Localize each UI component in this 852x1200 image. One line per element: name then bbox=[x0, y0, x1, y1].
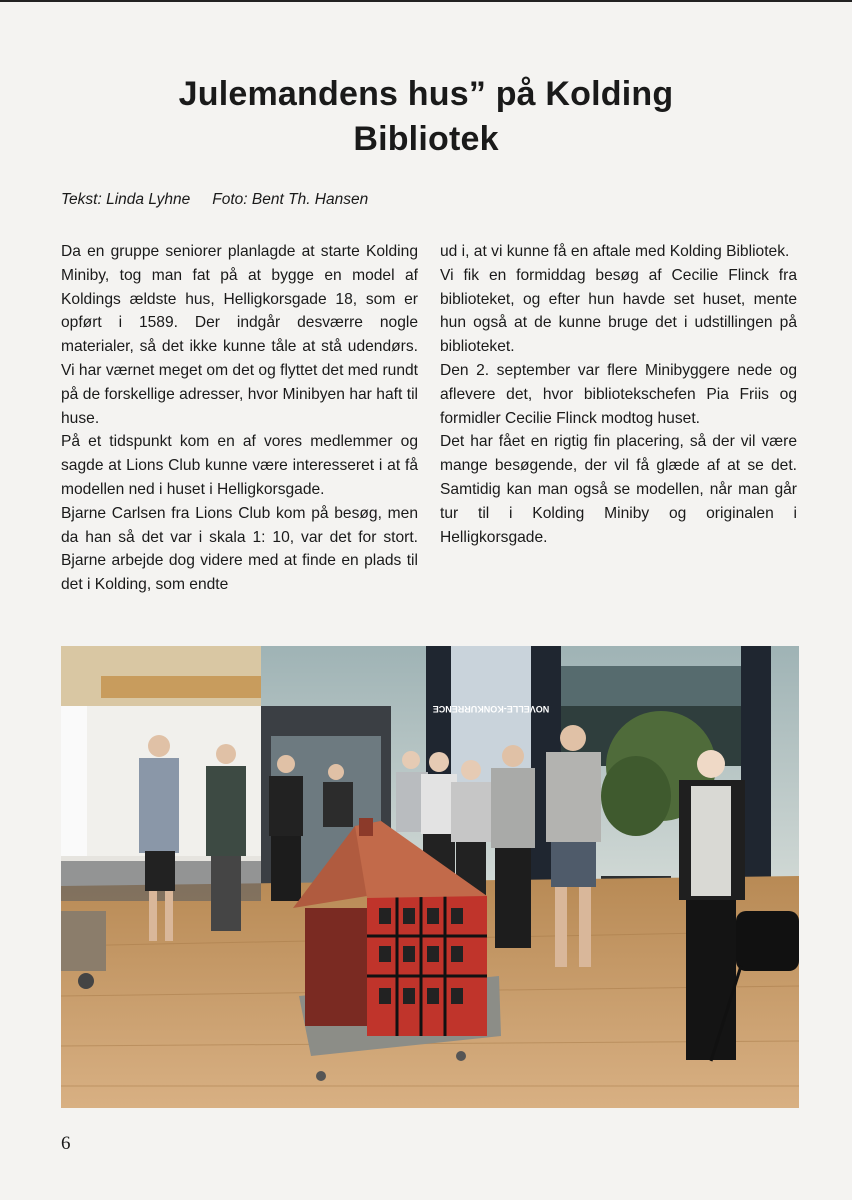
paragraph: Den 2. september var flere Minibyggere nede og aflevere det, hvor bibliotekschefen Pia Friis og formidler Cecilie Flinck modtog huset. bbox=[440, 361, 797, 427]
paragraph: Da en gruppe seniorer planlagde at starte Kolding Miniby, tog man fat på at bygge en model af Koldings ældste hus, Helligkorsgade 18, som er opført i 1589. Der indgår desværre nogle materialer, så det ikke kunne tåle at stå udendørs. Vi har værnet meget om det og flyttet det med rundt på de forskellige adresser, hvor Minibyen har haft til huse. bbox=[61, 243, 418, 427]
article-title bbox=[0, 72, 852, 162]
page-number: 6 bbox=[61, 1133, 71, 1154]
photo-illustration bbox=[61, 646, 799, 1108]
photo-credit: Foto: Bent Th. Hansen bbox=[212, 191, 369, 208]
title-line-1: Julemandens hus” på Kolding bbox=[178, 75, 674, 113]
paragraph: Det har fået en rigtig fin placering, så der vil være mange besøgende, der vil få glæde af at se det. Samtidig kan man også se modellen, når man går tur til i Kolding Miniby og originalen i Helligkorsgade. bbox=[440, 433, 797, 546]
paragraph: På et tidspunkt kom en af vores medlemmer og sagde at Lions Club kunne være interesseret i at få modellen ned i huset i Helligkorsgade. bbox=[61, 433, 418, 498]
byline bbox=[61, 191, 368, 209]
right-column bbox=[440, 240, 797, 549]
paragraph: ud i, at vi kunne få en aftale med Kolding Bibliotek. bbox=[440, 243, 790, 260]
left-column bbox=[61, 240, 418, 597]
paragraph: Bjarne Carlsen fra Lions Club kom på besøg, men da han så det var i skala 1: 10, var det for stort. Bjarne arbejde dog videre med at finde en plads til det i Kolding, som endte bbox=[61, 504, 418, 594]
paragraph: Vi fik en formiddag besøg af Cecilie Flinck fra biblioteket, og efter hun havde set huset, mente hun også at de kunne bruge det i udstillingen på biblioteket. bbox=[440, 266, 797, 356]
page-top-border bbox=[0, 0, 852, 2]
novelle-sign-text: NOVELLE-KONKURRENCE bbox=[432, 704, 550, 714]
article-photo bbox=[61, 646, 799, 1108]
title-line-2: Bibliotek bbox=[353, 120, 499, 158]
text-credit: Tekst: Linda Lyhne bbox=[61, 191, 191, 208]
